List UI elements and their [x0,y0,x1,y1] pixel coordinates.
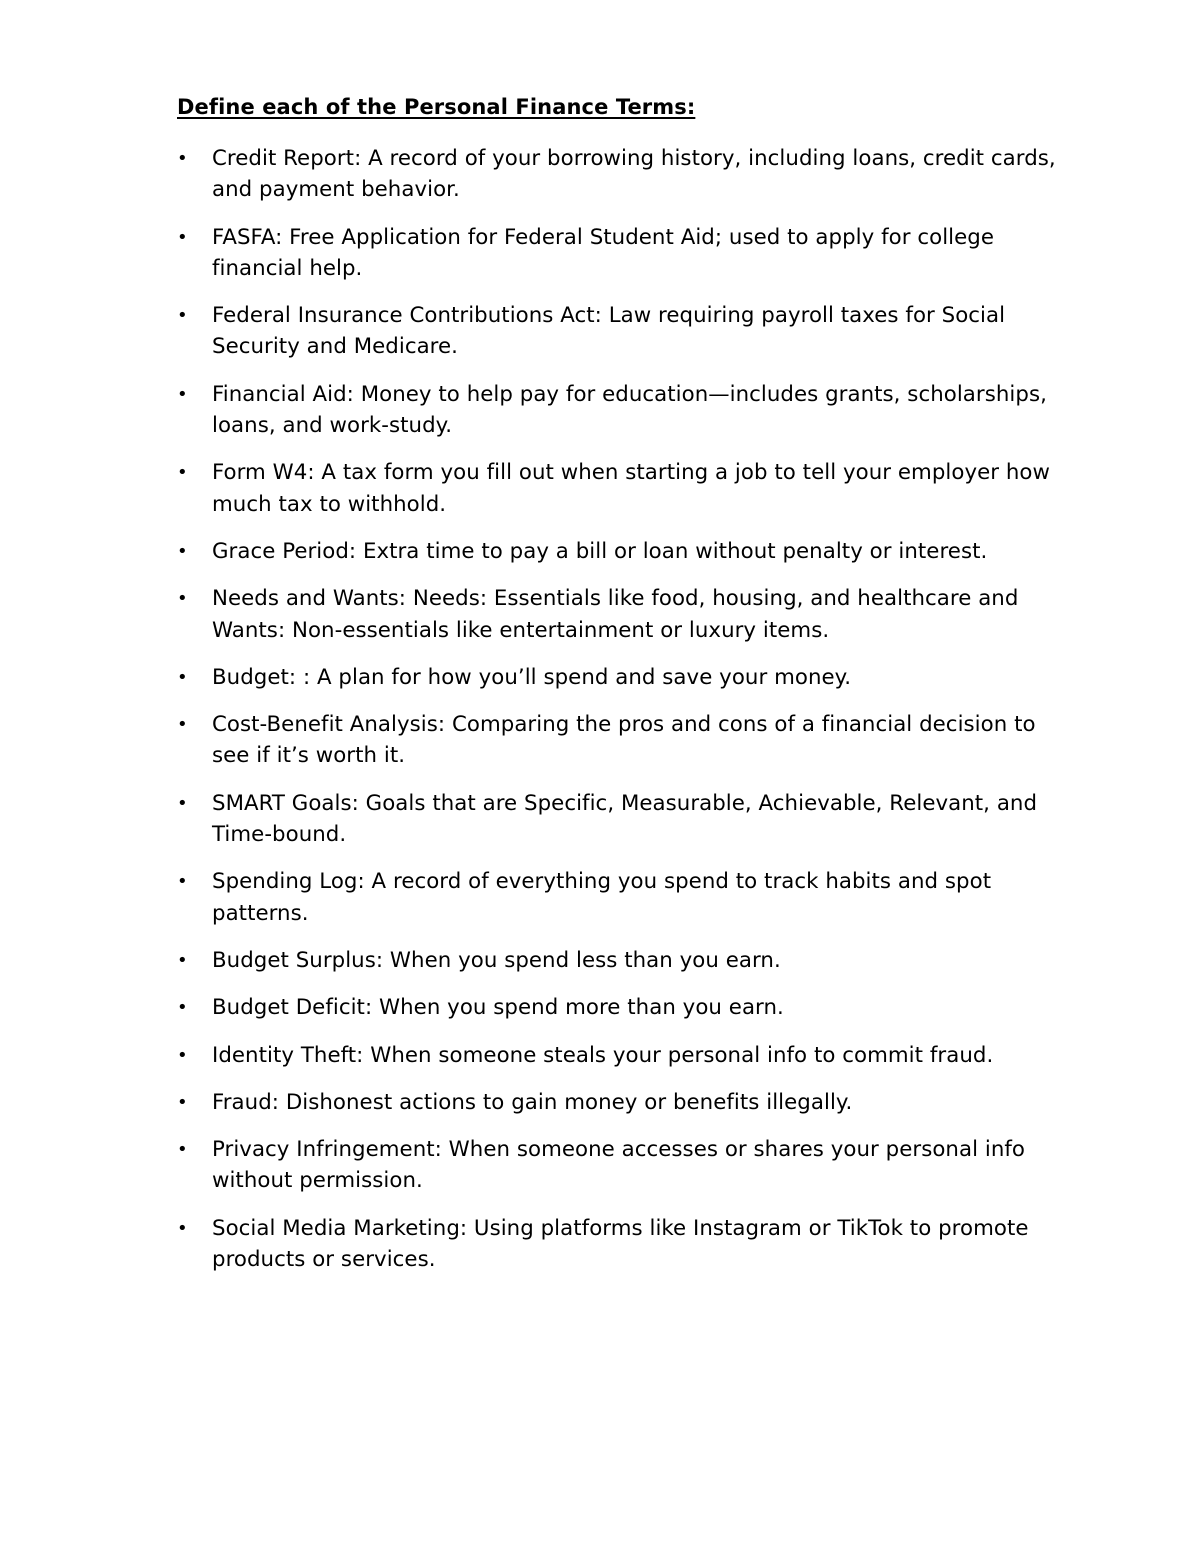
term-definition: Fraud: Dishonest actions to gain money or benefits illegally. [212,1089,853,1115]
list-item [177,709,1077,772]
list-item [177,222,1077,285]
list-item [177,945,1077,976]
term-definition: Identity Theft: When someone steals your personal info to commit fraud. [212,1042,994,1068]
term-definition: Credit Report: A record of your borrowing history, including loans, credit cards, and payment behavior. [212,146,1056,203]
terms-list [177,143,1077,1291]
bullet-icon: • [177,666,188,688]
list-item [177,1087,1077,1118]
bullet-icon: • [177,792,188,814]
bullet-icon: • [177,997,188,1019]
bullet-icon: • [177,1217,188,1239]
bullet-icon: • [177,305,188,327]
page-title: Define each of the Personal Finance Terms: [177,95,696,119]
term-definition: SMART Goals: Goals that are Specific, Measurable, Achievable, Relevant, and Time-bound. [212,790,1038,848]
list-item [177,300,1077,363]
term-definition: FASFA: Free Application for Federal Student Aid; used to apply for college financial help. [212,224,995,281]
bullet-icon: • [177,383,188,405]
bullet-icon: • [177,148,188,169]
list-item [177,992,1077,1023]
term-definition: Privacy Infringement: When someone accesses or shares your personal info without permission. [212,1137,1026,1194]
term-definition: Financial Aid: Money to help pay for education—includes grants, scholarships, loans, and work-study. [212,381,1047,439]
bullet-icon: • [177,1139,188,1161]
bullet-icon: • [177,226,188,248]
term-definition: Federal Insurance Contributions Act: Law requiring payroll taxes for Social Security and Medicare. [212,303,1006,360]
bullet-icon: • [177,462,188,484]
bullet-icon: • [177,949,188,971]
list-item [177,1213,1077,1276]
term-definition: Grace Period: Extra time to pay a bill or loan without penalty or interest. [212,538,988,564]
list-item [177,379,1077,442]
bullet-icon: • [177,1091,188,1113]
list-item [177,143,1077,206]
list-item [177,536,1077,567]
bullet-icon: • [177,540,188,562]
bullet-icon: • [177,1044,188,1066]
term-definition: Budget Surplus: When you spend less than you earn. [212,947,781,973]
bullet-icon: • [177,714,188,736]
list-item [177,1134,1077,1197]
term-definition: Cost-Benefit Analysis: Comparing the pros and cons of a financial decision to see if it’s worth it. [212,712,1036,769]
list-item [177,662,1077,693]
list-item [177,788,1077,851]
list-item [177,583,1077,646]
term-definition: Spending Log: A record of everything you spend to track habits and spot patterns. [212,869,992,926]
bullet-icon: • [177,588,188,610]
bullet-icon: • [177,871,188,893]
term-definition: Budget: : A plan for how you’ll spend and save your money. [212,664,852,690]
list-item [177,1040,1077,1071]
list-item [177,457,1077,520]
term-definition: Social Media Marketing: Using platforms like Instagram or TikTok to promote products or services. [212,1215,1029,1273]
term-definition: Budget Deficit: When you spend more than you earn. [212,995,784,1021]
term-definition: Form W4: A tax form you fill out when starting a job to tell your employer how much tax to withhold. [212,460,1050,517]
term-definition: Needs and Wants: Needs: Essentials like food, housing, and healthcare and Wants: Non-essentials like entertainment or luxury items. [212,586,1019,643]
list-item [177,866,1077,929]
